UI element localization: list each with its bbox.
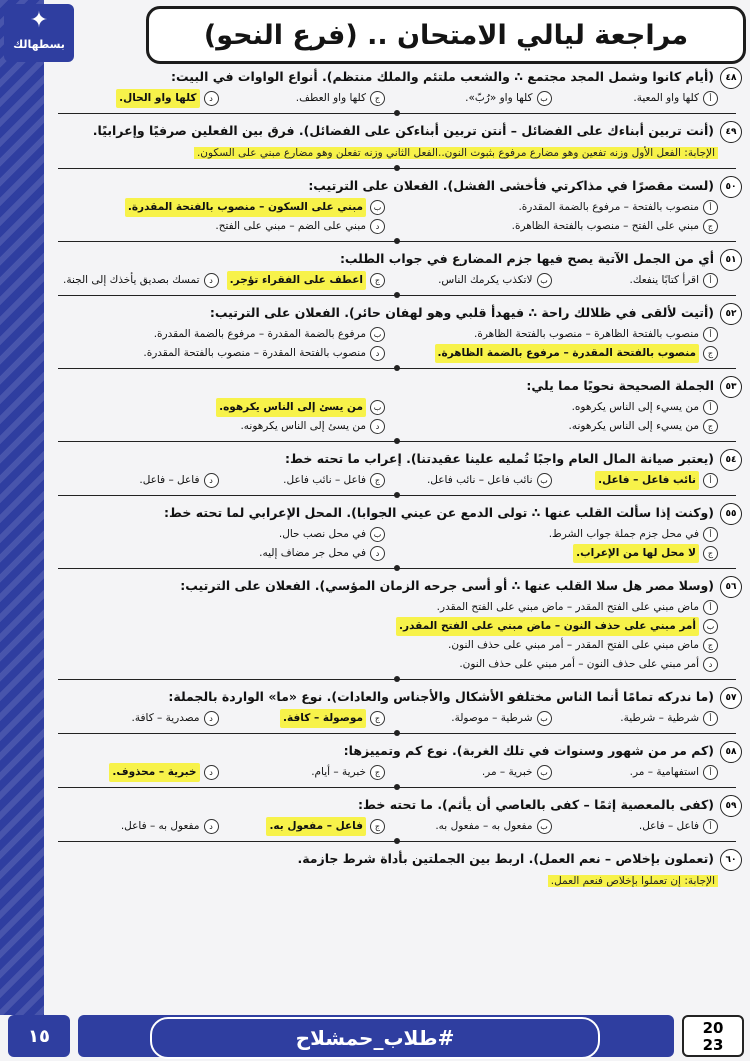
option-letter: أ xyxy=(703,765,718,780)
option-letter: د xyxy=(204,91,219,106)
question-line xyxy=(52,302,742,325)
option-text: خبرية – أيام. xyxy=(311,766,366,778)
answer-option[interactable] xyxy=(385,325,718,344)
question-text: أي من الجمل الآتية يصح فيها جزم المضارع في جواب الطلب: xyxy=(339,251,714,266)
question-divider xyxy=(58,368,736,369)
option-letter: أ xyxy=(703,327,718,342)
question-line xyxy=(52,686,742,709)
question-divider xyxy=(58,568,736,569)
option-text: نائب فاعل – نائب فاعل. xyxy=(426,474,533,486)
options-group xyxy=(52,598,742,674)
option-text: فاعل – مفعول به. xyxy=(266,817,366,836)
question-number: ٥٦ xyxy=(720,576,742,598)
option-letter: د xyxy=(204,819,219,834)
answer-option[interactable] xyxy=(219,471,386,490)
option-letter: أ xyxy=(703,91,718,106)
option-letter: ب xyxy=(537,765,552,780)
options-group xyxy=(52,89,742,108)
option-text: كلها واو العطف. xyxy=(295,92,366,104)
question-text: (ما ندركه تمامًا أنما الناس مختلفو الأشكال والأجناس والعادات). نوع «ما» الواردة بالجملة: xyxy=(168,689,714,704)
option-text: مبني على الفتح – منصوب بالفتحة الظاهرة. xyxy=(511,220,699,232)
answer-option[interactable] xyxy=(52,617,718,636)
answer-text: الإجابة: إن تعملوا بإخلاص فنعم العمل. xyxy=(548,875,718,887)
question-text: (يعتبر صيانة المال العام واجبًا تُمليه علينا عقيدتنا). إعراب ما تحته خط: xyxy=(285,451,714,466)
option-text: من يسيء إلى الناس يكرهونه. xyxy=(568,420,699,432)
answer-option[interactable] xyxy=(385,344,718,363)
option-text: تمسك بصديق يأخذك إلى الجنة. xyxy=(63,274,200,286)
option-text: من يسئ إلى الناس يكرهوه. xyxy=(216,398,366,417)
question-number: ٥٨ xyxy=(720,741,742,763)
question-text: (وكنت إذا سألت القلب عنها ∴ تولى الدمع عن عيني الجوابا). المحل الإعرابي لما تحته خط: xyxy=(164,505,714,520)
option-letter: ب xyxy=(537,819,552,834)
answer-option[interactable] xyxy=(385,817,552,836)
question-divider xyxy=(58,241,736,242)
option-letter: أ xyxy=(703,527,718,542)
answer-option[interactable] xyxy=(52,709,219,728)
option-text: فاعل – فاعل. xyxy=(638,820,699,832)
option-text: منصوب بالفتحة المقدرة – منصوب بالفتحة المقدرة. xyxy=(143,347,366,359)
option-text: أمر مبني على حذف النون – ماض مبني على الفتح المقدر. xyxy=(396,617,699,636)
question-number: ٤٨ xyxy=(720,67,742,89)
option-letter: ب xyxy=(370,400,385,415)
option-letter: أ xyxy=(703,400,718,415)
year-bottom: 23 xyxy=(702,1036,724,1054)
answer-option[interactable] xyxy=(52,525,385,544)
option-text: مصدرية – كافة. xyxy=(131,712,200,724)
option-text: كلها واو الحال. xyxy=(116,89,199,108)
option-letter: أ xyxy=(703,273,718,288)
answer-option[interactable] xyxy=(552,817,719,836)
answer-option[interactable] xyxy=(52,763,219,782)
question-divider xyxy=(58,295,736,296)
question-block xyxy=(52,686,742,734)
option-letter: د xyxy=(370,546,385,561)
option-text: شرطية – موصولة. xyxy=(451,712,533,724)
answer-option[interactable] xyxy=(219,709,386,728)
answer-option[interactable] xyxy=(385,763,552,782)
option-text: مفعول به – مفعول به. xyxy=(435,820,533,832)
option-letter: د xyxy=(370,419,385,434)
question-number: ٥٧ xyxy=(720,687,742,709)
options-group xyxy=(52,817,742,836)
option-text: لاتكذب يكرمك الناس. xyxy=(438,274,533,286)
answer-option[interactable] xyxy=(385,709,552,728)
option-text: منصوب بالفتحة – مرفوع بالضمة المقدرة. xyxy=(518,201,699,213)
question-number: ٥٤ xyxy=(720,449,742,471)
question-block xyxy=(52,120,742,169)
option-letter: ج xyxy=(703,219,718,234)
option-letter: أ xyxy=(703,819,718,834)
option-letter: د xyxy=(370,346,385,361)
options-group xyxy=(52,709,742,728)
question-line xyxy=(52,175,742,198)
option-letter: ج xyxy=(703,346,718,361)
question-text: (أتيت لألقى في ظلالك راحة ∴ فيهدأ قلبي وهو لهفان حائر). الفعلان على الترتيب: xyxy=(209,305,714,320)
question-line xyxy=(52,502,742,525)
question-divider xyxy=(58,787,736,788)
question-block xyxy=(52,248,742,296)
option-text: كلها واو «رُبّ». xyxy=(465,92,533,104)
question-divider xyxy=(58,841,736,842)
option-text: فاعل – فاعل. xyxy=(139,474,200,486)
option-text: مبني على السكون – منصوب بالفتحة المقدرة. xyxy=(125,198,366,217)
question-number: ٥٩ xyxy=(720,795,742,817)
question-line xyxy=(52,120,742,143)
answer-option[interactable] xyxy=(219,817,386,836)
option-letter: د xyxy=(370,219,385,234)
question-block xyxy=(52,66,742,114)
question-line xyxy=(52,248,742,271)
option-text: اقرأ كتابًا ينفعك. xyxy=(629,274,699,286)
option-text: استفهامية – مر. xyxy=(629,766,699,778)
question-block xyxy=(52,448,742,496)
option-letter: ج xyxy=(370,765,385,780)
option-letter: د xyxy=(204,473,219,488)
answer-option[interactable] xyxy=(552,271,719,290)
option-letter: ب xyxy=(370,527,385,542)
answer-option[interactable] xyxy=(52,398,385,417)
option-text: منصوب بالفتحة الظاهرة – منصوب بالفتحة الظاهرة. xyxy=(474,328,699,340)
option-letter: ج xyxy=(703,638,718,653)
question-divider xyxy=(58,441,736,442)
logo-text: بسطهالك xyxy=(13,38,65,51)
answer-option[interactable] xyxy=(219,271,386,290)
option-text: مبني على الضم – مبني على الفتح. xyxy=(215,220,366,232)
question-text: (أنت تربين أبناءك على الفضائل – أنتن تربين أبناءكن على الفضائل). فرق بين الفعلين صرفيًا وإعرابيًا. xyxy=(92,123,714,138)
option-letter: د xyxy=(204,765,219,780)
options-group xyxy=(52,525,742,563)
option-text: من يسئ إلى الناس يكرهونه. xyxy=(240,420,366,432)
option-letter: ج xyxy=(370,819,385,834)
answer-option[interactable] xyxy=(385,417,718,436)
answer-option[interactable] xyxy=(52,325,385,344)
answer-option[interactable] xyxy=(219,763,386,782)
answer-option[interactable] xyxy=(52,471,219,490)
option-text: شرطية – شرطية. xyxy=(620,712,699,724)
option-text: كلها واو المعية. xyxy=(633,92,699,104)
questions-list xyxy=(52,66,742,1006)
question-number: ٤٩ xyxy=(720,121,742,143)
answer-option[interactable] xyxy=(219,89,386,108)
decorative-strip xyxy=(0,0,44,1015)
footer xyxy=(0,1015,750,1061)
answer-option[interactable] xyxy=(52,344,385,363)
question-block xyxy=(52,740,742,788)
answer-option[interactable] xyxy=(385,471,552,490)
option-letter: ب xyxy=(370,327,385,342)
question-text: (كم مر من شهور وسنوات في تلك الغربة). نوع كم وتمييزها: xyxy=(343,743,714,758)
option-text: خبرية – مر. xyxy=(481,766,533,778)
question-block xyxy=(52,175,742,242)
question-divider xyxy=(58,113,736,114)
option-letter: د xyxy=(204,711,219,726)
answer-option[interactable] xyxy=(385,544,718,563)
option-text: أمر مبني على حذف النون – أمر مبني على حذف النون. xyxy=(459,658,699,670)
option-text: مفعول به – فاعل. xyxy=(120,820,200,832)
question-block xyxy=(52,794,742,842)
logo xyxy=(4,4,74,62)
options-group xyxy=(52,398,742,436)
answer-option[interactable] xyxy=(52,817,219,836)
answer-option[interactable] xyxy=(552,709,719,728)
question-block xyxy=(52,848,742,891)
option-letter: أ xyxy=(703,600,718,615)
option-text: اعطف على الفقراء تؤجر. xyxy=(227,271,366,290)
question-text: (تعملون بإخلاص – نعم العمل). اربط بين الجملتين بأداة شرط جازمة. xyxy=(297,851,714,866)
option-text: لا محل لها من الإعراب. xyxy=(573,544,699,563)
answer-option[interactable] xyxy=(385,217,718,236)
option-text: فاعل – نائب فاعل. xyxy=(283,474,366,486)
question-divider xyxy=(58,733,736,734)
option-text: من يسيء إلى الناس يكرهوه. xyxy=(571,401,699,413)
year-badge xyxy=(682,1015,744,1057)
question-number: ٥٣ xyxy=(720,376,742,398)
question-block xyxy=(52,502,742,569)
option-letter: د xyxy=(204,273,219,288)
question-text: (وسلا مصر هل سلا القلب عنها ∴ أو أسى جرحه الزمان المؤسي). الفعلان على الترتيب: xyxy=(180,578,714,593)
option-letter: ب xyxy=(703,619,718,634)
option-text: مرفوع بالضمة المقدرة – مرفوع بالضمة المقدرة. xyxy=(153,328,366,340)
option-text: موصولة – كافة. xyxy=(280,709,366,728)
question-number: ٥٠ xyxy=(720,176,742,198)
option-letter: ب xyxy=(537,273,552,288)
question-text: الجملة الصحيحة نحويًا مما يلي: xyxy=(526,378,714,393)
answer-option[interactable] xyxy=(385,89,552,108)
option-letter: أ xyxy=(703,711,718,726)
answer-option[interactable] xyxy=(552,471,719,490)
option-text: ماض مبني على الفتح المقدر – ماض مبني على الفتح المقدر. xyxy=(436,601,699,613)
question-block xyxy=(52,302,742,369)
option-letter: ب xyxy=(537,91,552,106)
answer-option[interactable] xyxy=(52,598,718,617)
question-divider xyxy=(58,168,736,169)
year-top: 20 xyxy=(702,1019,724,1037)
option-text: منصوب بالفتحة المقدرة – مرفوع بالضمة الظاهرة. xyxy=(435,344,699,363)
question-text: (أيام كانوا وشمل المجد مجتمع ∴ والشعب ملتئم والملك منتظم). أنواع الواوات في البيت: xyxy=(170,69,714,84)
options-group xyxy=(52,325,742,363)
option-text: في محل نصب حال. xyxy=(278,528,366,540)
option-letter: ج xyxy=(370,91,385,106)
option-letter: أ xyxy=(703,473,718,488)
answer-option[interactable] xyxy=(385,398,718,417)
option-text: ماض مبني على الفتح المقدر – أمر مبني على حذف النون. xyxy=(448,639,699,651)
options-group xyxy=(52,198,742,236)
question-divider xyxy=(58,495,736,496)
option-letter: ج xyxy=(370,273,385,288)
option-letter: ب xyxy=(370,200,385,215)
option-text: نائب فاعل – فاعل. xyxy=(595,471,699,490)
answer-text: الإجابة: الفعل الأول وزنه تفعين وهو مضارع مرفوع بثبوت النون..الفعل الثاني وزنه تفعلن وهو مضارع مبني على السكون. xyxy=(194,147,718,159)
options-group xyxy=(52,471,742,490)
question-number: ٦٠ xyxy=(720,849,742,871)
option-letter: ج xyxy=(370,711,385,726)
question-line xyxy=(52,848,742,871)
question-line xyxy=(52,740,742,763)
question-block xyxy=(52,575,742,680)
option-letter: ب xyxy=(537,711,552,726)
answer-option[interactable] xyxy=(385,198,718,217)
model-answer xyxy=(52,143,742,163)
question-line xyxy=(52,448,742,471)
page-number: ١٥ xyxy=(8,1015,70,1057)
answer-option[interactable] xyxy=(52,636,718,655)
option-letter: ب xyxy=(537,473,552,488)
answer-option[interactable] xyxy=(52,544,385,563)
question-divider xyxy=(58,679,736,680)
answer-option[interactable] xyxy=(552,89,719,108)
option-letter: د xyxy=(703,657,718,672)
answer-option[interactable] xyxy=(52,217,385,236)
question-line xyxy=(52,375,742,398)
logo-mark: ✦ xyxy=(29,8,49,33)
answer-option[interactable] xyxy=(52,271,219,290)
question-line xyxy=(52,66,742,89)
option-text: في محل جزم جملة جواب الشرط. xyxy=(548,528,699,540)
option-text: خبرية – محذوف. xyxy=(109,763,199,782)
option-letter: ج xyxy=(703,419,718,434)
answer-option[interactable] xyxy=(385,525,718,544)
option-letter: ج xyxy=(370,473,385,488)
question-number: ٥٥ xyxy=(720,503,742,525)
page-header xyxy=(146,6,746,64)
question-line xyxy=(52,575,742,598)
question-line xyxy=(52,794,742,817)
options-group xyxy=(52,271,742,290)
answer-option[interactable] xyxy=(52,89,219,108)
option-text: في محل جر مضاف إليه. xyxy=(259,547,366,559)
page-title: مراجعة ليالي الامتحان .. (فرع النحو) xyxy=(203,19,689,51)
question-number: ٥١ xyxy=(720,249,742,271)
question-number: ٥٢ xyxy=(720,303,742,325)
question-text: (كفى بالمعصية إثمًا – كفى بالعاصي أن يأثم). ما تحته خط: xyxy=(358,797,714,812)
footer-hashtag: #طلاب_حمشلاح xyxy=(150,1017,600,1059)
answer-option[interactable] xyxy=(52,198,385,217)
answer-option[interactable] xyxy=(385,271,552,290)
question-text: (لست مقصرًا في مذاكرتي فأخشى الفشل). الفعلان على الترتيب: xyxy=(308,178,714,193)
answer-option[interactable] xyxy=(552,763,719,782)
option-letter: ج xyxy=(703,546,718,561)
question-block xyxy=(52,375,742,442)
options-group xyxy=(52,763,742,782)
answer-option[interactable] xyxy=(52,655,718,674)
option-letter: أ xyxy=(703,200,718,215)
answer-option[interactable] xyxy=(52,417,385,436)
model-answer xyxy=(52,871,742,891)
